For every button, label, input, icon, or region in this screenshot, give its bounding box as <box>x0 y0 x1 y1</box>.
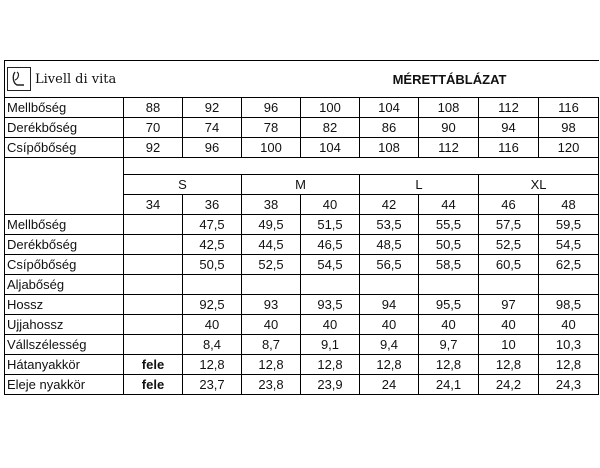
measure-label: Derékbőség <box>5 118 124 138</box>
measure-value: 40 <box>183 315 242 335</box>
measure-note <box>124 275 183 295</box>
measure-value: 10 <box>479 335 539 355</box>
measure-value: 98 <box>539 118 599 138</box>
measure-value: 54,5 <box>301 255 360 275</box>
table-row <box>5 118 599 138</box>
size-44: 44 <box>419 195 479 215</box>
measure-value: 92,5 <box>183 295 242 315</box>
measure-value: 52,5 <box>242 255 301 275</box>
measure-value: 48,5 <box>360 235 419 255</box>
measure-note <box>124 215 183 235</box>
size-34: 34 <box>124 195 183 215</box>
table-row <box>5 255 599 275</box>
measure-value: 90 <box>419 118 479 138</box>
size-42: 42 <box>360 195 419 215</box>
logo-cell <box>5 61 242 98</box>
measure-value <box>479 275 539 295</box>
measure-value: 23,7 <box>183 375 242 395</box>
measure-value: 95,5 <box>419 295 479 315</box>
measure-label: Derékbőség <box>5 235 124 255</box>
measure-value: 12,8 <box>360 355 419 375</box>
measure-value: 24,3 <box>539 375 599 395</box>
table-row <box>5 335 599 355</box>
measure-label: Eleje nyakkör <box>5 375 124 395</box>
measure-value: 9,4 <box>360 335 419 355</box>
measure-value: 40 <box>242 315 301 335</box>
measure-value: 100 <box>242 138 301 158</box>
measure-label: Aljabőség <box>5 275 124 295</box>
measure-value: 40 <box>301 315 360 335</box>
measure-value: 12,8 <box>183 355 242 375</box>
measure-value: 52,5 <box>479 235 539 255</box>
measure-value: 104 <box>301 138 360 158</box>
measure-value: 70 <box>124 118 183 138</box>
measure-value: 24,1 <box>419 375 479 395</box>
measure-value: 40 <box>360 315 419 335</box>
measure-value: 116 <box>539 98 599 118</box>
measure-label: Vállszélesség <box>5 335 124 355</box>
measure-value: 120 <box>539 138 599 158</box>
measure-value: 50,5 <box>183 255 242 275</box>
table-row <box>5 138 599 158</box>
measure-value: 9,7 <box>419 335 479 355</box>
measure-value: 93,5 <box>301 295 360 315</box>
measure-note <box>124 235 183 255</box>
table-row <box>5 215 599 235</box>
measure-value: 94 <box>479 118 539 138</box>
measure-value: 12,8 <box>301 355 360 375</box>
measure-value <box>242 275 301 295</box>
size-chart-sheet <box>4 60 598 395</box>
size-46: 46 <box>479 195 539 215</box>
measure-value: 40 <box>539 315 599 335</box>
measure-value: 108 <box>419 98 479 118</box>
measure-value: 24,2 <box>479 375 539 395</box>
measure-value: 50,5 <box>419 235 479 255</box>
table-row <box>5 235 599 255</box>
size-chart-table <box>4 60 599 395</box>
body-measurements <box>5 98 599 158</box>
measure-value <box>419 275 479 295</box>
size-38: 38 <box>242 195 301 215</box>
measure-label: Mellbőség <box>5 215 124 235</box>
page-title: MÉRETTÁBLÁZAT <box>301 61 599 98</box>
table-row <box>5 315 599 335</box>
table-row <box>5 275 599 295</box>
measure-value <box>360 275 419 295</box>
measure-value: 40 <box>479 315 539 335</box>
table-row <box>5 355 599 375</box>
measure-value: 60,5 <box>479 255 539 275</box>
measure-value: 100 <box>301 98 360 118</box>
measure-note <box>124 295 183 315</box>
measure-value: 96 <box>242 98 301 118</box>
measure-value: 74 <box>183 118 242 138</box>
measure-label: Csípőbőség <box>5 255 124 275</box>
size-group-row <box>5 175 599 195</box>
measure-value: 12,8 <box>242 355 301 375</box>
measure-value: 24 <box>360 375 419 395</box>
size-48: 48 <box>539 195 599 215</box>
measure-value: 57,5 <box>479 215 539 235</box>
measure-value: 104 <box>360 98 419 118</box>
measure-value: 46,5 <box>301 235 360 255</box>
spacer-row <box>5 158 599 175</box>
measure-note: fele <box>124 355 183 375</box>
measure-value: 93 <box>242 295 301 315</box>
measure-value: 44,5 <box>242 235 301 255</box>
measure-value: 9,1 <box>301 335 360 355</box>
brand-name: Livell <box>35 71 72 87</box>
measure-value: 42,5 <box>183 235 242 255</box>
measure-value: 88 <box>124 98 183 118</box>
measure-value <box>183 275 242 295</box>
measure-label: Csípőbőség <box>5 138 124 158</box>
garment-measurements <box>5 215 599 395</box>
size-group-xl: XL <box>479 175 599 195</box>
measure-value: 54,5 <box>539 235 599 255</box>
measure-value: 94 <box>360 295 419 315</box>
measure-value: 98,5 <box>539 295 599 315</box>
measure-value: 96 <box>183 138 242 158</box>
measure-value: 23,8 <box>242 375 301 395</box>
measure-label: Ujjahossz <box>5 315 124 335</box>
measure-value: 47,5 <box>183 215 242 235</box>
measure-value: 12,8 <box>419 355 479 375</box>
header-row <box>5 61 599 98</box>
measure-note: fele <box>124 375 183 395</box>
measure-label: Hátanyakkör <box>5 355 124 375</box>
measure-value: 10,3 <box>539 335 599 355</box>
measure-value: 51,5 <box>301 215 360 235</box>
measure-label: Hossz <box>5 295 124 315</box>
table-row <box>5 98 599 118</box>
measure-value: 55,5 <box>419 215 479 235</box>
measure-value: 12,8 <box>479 355 539 375</box>
measure-value: 112 <box>419 138 479 158</box>
measure-value: 23,9 <box>301 375 360 395</box>
size-number-row <box>5 195 599 215</box>
measure-value: 62,5 <box>539 255 599 275</box>
measure-value: 86 <box>360 118 419 138</box>
measure-value <box>301 275 360 295</box>
measure-value: 112 <box>479 98 539 118</box>
measure-value: 108 <box>360 138 419 158</box>
table-row <box>5 295 599 315</box>
table-row <box>5 375 599 395</box>
size-40: 40 <box>301 195 360 215</box>
size-group-m: M <box>242 175 360 195</box>
measure-value: 53,5 <box>360 215 419 235</box>
measure-value: 116 <box>479 138 539 158</box>
measure-label: Mellbőség <box>5 98 124 118</box>
measure-value: 92 <box>124 138 183 158</box>
measure-value: 49,5 <box>242 215 301 235</box>
measure-note <box>124 315 183 335</box>
measure-value: 12,8 <box>539 355 599 375</box>
size-group-l: L <box>360 175 479 195</box>
measure-note <box>124 335 183 355</box>
measure-value: 8,7 <box>242 335 301 355</box>
measure-value: 78 <box>242 118 301 138</box>
measure-value: 56,5 <box>360 255 419 275</box>
measure-value: 58,5 <box>419 255 479 275</box>
size-36: 36 <box>183 195 242 215</box>
brand-logo <box>5 67 242 91</box>
measure-value: 40 <box>419 315 479 335</box>
logo-monogram-icon <box>7 67 31 91</box>
size-group-s: S <box>124 175 242 195</box>
measure-note <box>124 255 183 275</box>
measure-value: 82 <box>301 118 360 138</box>
measure-value: 8,4 <box>183 335 242 355</box>
measure-value: 92 <box>183 98 242 118</box>
measure-value: 59,5 <box>539 215 599 235</box>
brand-suffix: di vita <box>75 71 117 87</box>
measure-value <box>539 275 599 295</box>
measure-value: 97 <box>479 295 539 315</box>
